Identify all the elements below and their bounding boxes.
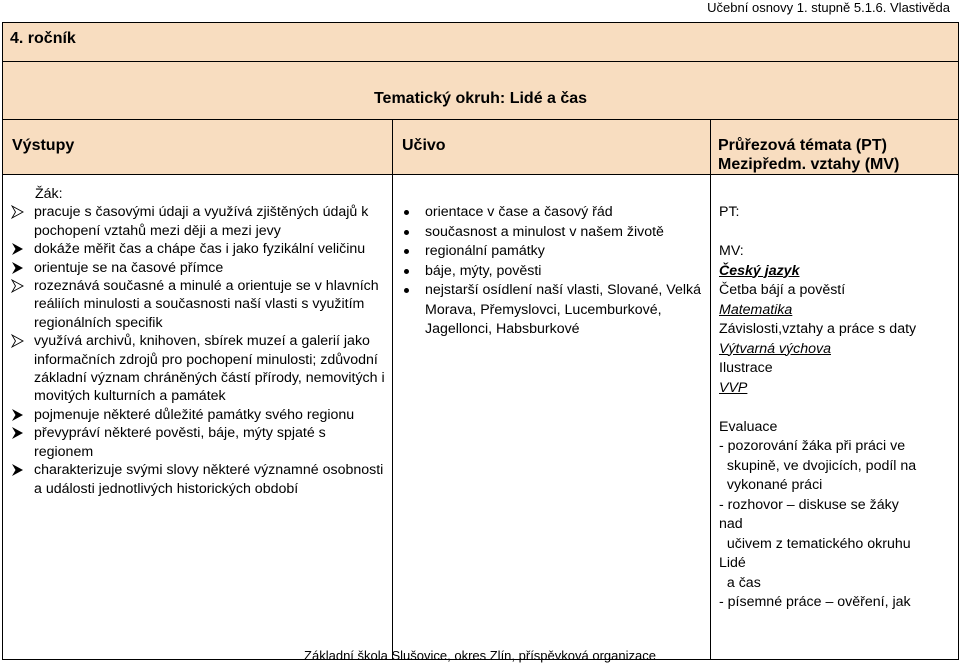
bullet-dot-icon [404,249,409,254]
subject-math: Matematika [719,301,793,318]
curriculum-text: nejstarší osídlení naší vlasti, Slované, Velká Morava, Přemyslovci, Lucemburkové, Jagellonci, Habsburkové [425,282,702,337]
mv-label: MV: [719,243,744,259]
solid-arrow-bullet-icon [11,407,25,423]
cross-topics-cell [711,175,959,660]
column-header-outputs: Výstupy [3,120,393,175]
evaluation-line: a čas [719,574,761,591]
outcome-item [11,259,388,277]
bullet-dot-icon [404,230,409,235]
outcome-item [11,406,388,424]
curriculum-item [401,223,706,243]
outcome-item [11,424,388,461]
interdisciplinary-heading: Mezipředm. vztahy (MV) [718,156,900,173]
subject-art-item: Ilustrace [719,360,773,376]
outline-arrow-bullet-icon [11,204,25,220]
evaluation-line: učivem z tematického okruhu [719,535,911,552]
bullet-dot-icon [404,210,409,215]
outcome-item [11,203,388,240]
grade-title: 4. ročník [10,30,76,47]
outputs-cell [3,175,393,660]
pupil-label: Žák: [35,186,63,202]
outcome-item [11,277,388,332]
subject-math-item: Závislosti,vztahy a práce s daty [719,321,917,337]
curriculum-text: současnost a minulost v našem životě [425,223,664,240]
outline-arrow-bullet-icon [11,333,25,349]
bullet-dot-icon [404,288,409,293]
column-header-curriculum: Učivo [393,120,711,175]
evaluation-line: skupině, ve dvojicích, podíl na [719,457,917,474]
outcome-text: pracuje s časovými údaji a využívá zjištěných údajů k pochopení vztahů mezi ději a mezi jevy [34,204,369,239]
syllabus-table [2,22,959,660]
theme-title: Tematický okruh: Lidé a čas [373,90,588,107]
solid-arrow-bullet-icon [11,462,25,478]
subject-czech-item: Četba bájí a pověstí [719,282,846,298]
outcome-text: využívá archivů, knihoven, sbírek muzeí a galerií jako informačních zdrojů pro pochopení minulosti; zdůvodní základní význam chráněných částí přírody, nemovitých i movitých kulturních a památek [34,333,385,405]
outcome-text: převypráví některé pověsti, báje, mýty spjaté s regionem [34,425,326,460]
outline-arrow-bullet-icon [11,278,25,294]
curriculum-text: regionální památky [425,243,545,259]
evaluation-line: vykonané práci [719,477,823,493]
evaluation-label: Evaluace [719,418,778,435]
solid-arrow-bullet-icon [11,425,25,441]
solid-arrow-bullet-icon [11,241,25,257]
subject-czech: Český jazyk [719,262,800,279]
outcome-text: rozeznává současné a minulé a orientuje se v hlavních reáliích minulosti a současnosti naší vlasti s využitím regionálních specifik [34,278,379,331]
column-header-cross-topics [711,120,959,175]
evaluation-line: nad [719,516,743,532]
bullet-dot-icon [404,269,409,274]
curriculum-list [401,203,706,340]
curriculum-item [401,281,706,340]
outcome-item [11,240,388,258]
outcome-item [11,332,388,406]
solid-arrow-bullet-icon [11,260,25,276]
evaluation-line: Lidé [719,555,746,571]
evaluation-line: - pozorování žáka při práci ve [719,438,906,454]
document-header: Učební osnovy 1. stupně 5.1.6. Vlastivěda [707,0,950,15]
curriculum-item [401,262,706,282]
curriculum-text: báje, mýty, pověsti [425,262,542,279]
outcome-text: dokáže měřit čas a chápe čas i jako fyzikální veličinu [34,241,366,258]
pt-label: PT: [719,204,740,220]
curriculum-item [401,242,706,262]
curriculum-text: orientace v čase a časový řád [425,204,613,220]
outcome-text: pojmenuje některé důležité památky svého regionu [34,406,355,423]
outcomes-list [11,203,388,498]
theme-cell [3,62,959,120]
evaluation-line: - písemné práce – ověření, jak [719,594,911,610]
document-footer: Základní škola Slušovice, okres Zlín, příspěvková organizace [304,648,656,663]
outcome-text: charakterizuje svými slovy některé významné osobnosti a události jednotlivých historických období [34,462,384,497]
outcome-text: orientuje se na časové přímce [34,259,224,276]
curriculum-cell [393,175,711,660]
outcome-item [11,461,388,498]
grade-cell [3,23,959,62]
subject-art: Výtvarná výchova [719,340,831,357]
cross-topics-heading: Průřezová témata (PT) [718,137,887,154]
curriculum-item [401,203,706,223]
evaluation-line: - rozhovor – diskuse se žáky [719,496,899,513]
subject-vvp: VVP [719,379,748,396]
